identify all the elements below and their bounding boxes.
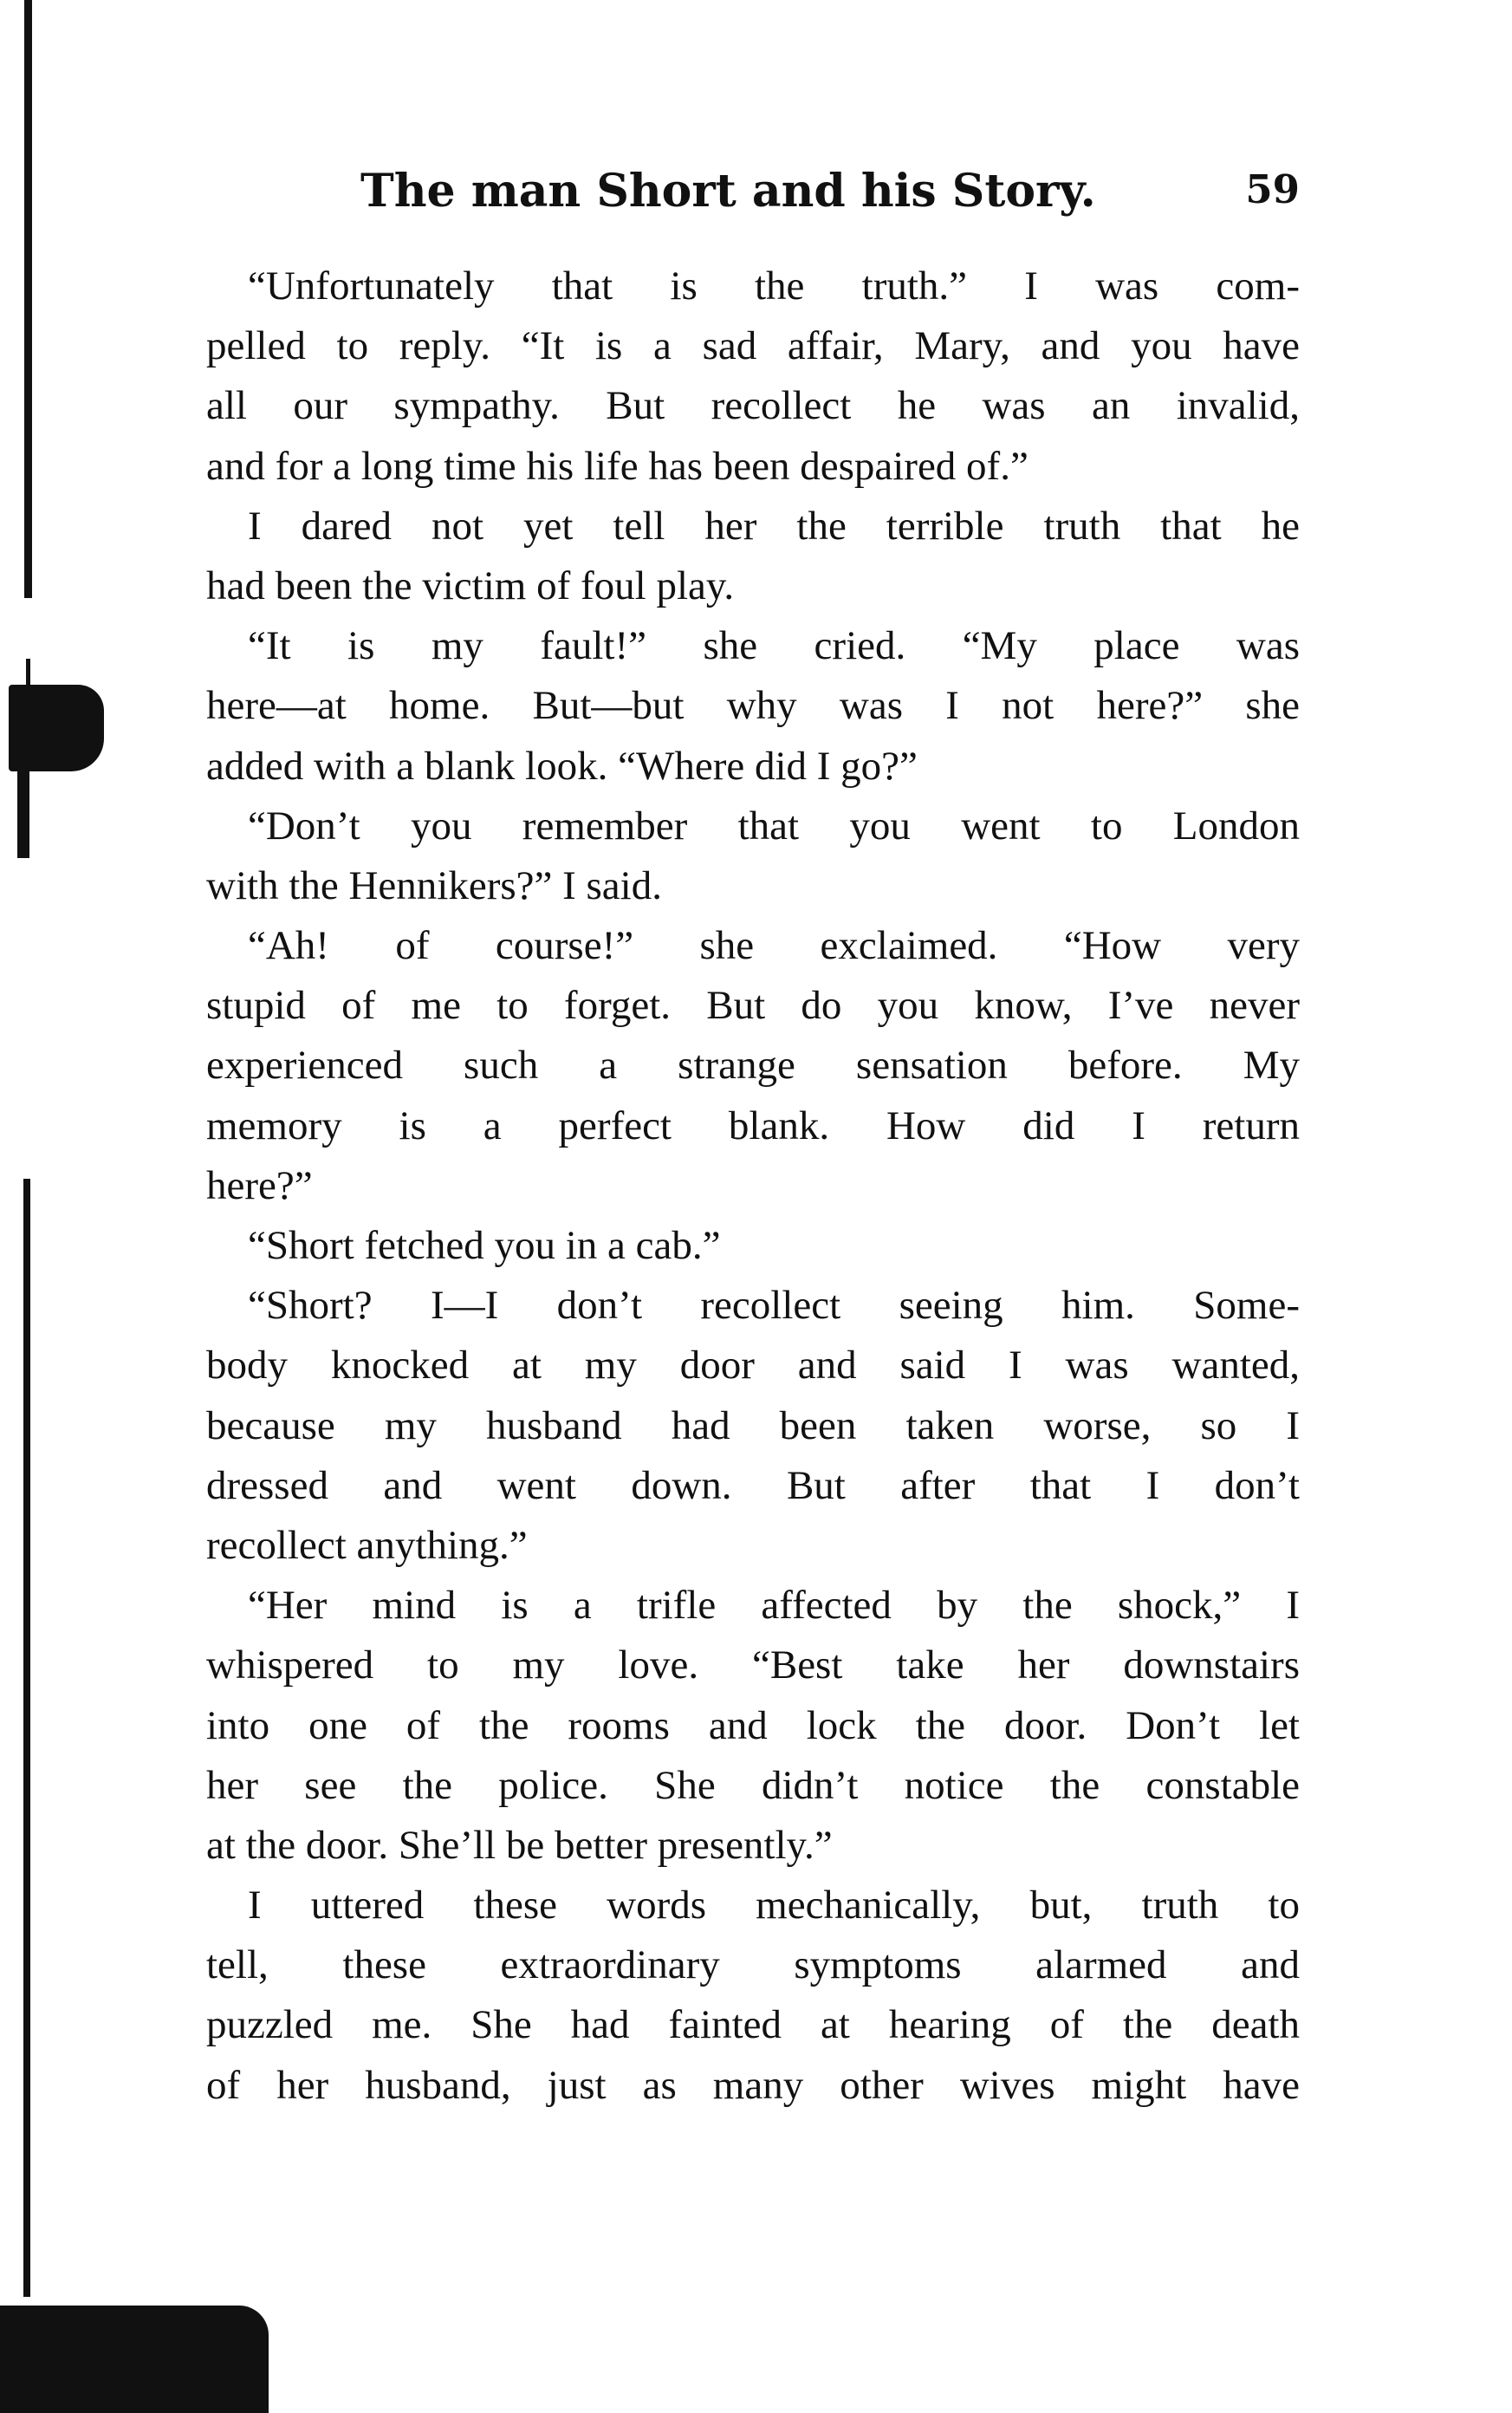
scan-edge-mark [24,0,32,598]
text-line: “Unfortunately that is the truth.” I was com- [248,263,1300,309]
text-line: “Short? I—I don’t recollect seeing him. Some- [248,1283,1300,1329]
text-line: with the Hennikers?” I said. [206,862,662,908]
text-line: “Short fetched you in a cab.” [248,1223,721,1268]
text-line: experienced such a strange sensation before. My [206,1043,1300,1089]
page-number: 59 [1245,166,1300,212]
body-text [206,257,1300,2116]
text-line: her see the police. She didn’t notice the constable [206,1762,1300,1808]
text-line: and for a long time his life has been despaired of.” [206,443,1029,489]
text-line: added with a blank look. “Where did I go?” [206,743,918,789]
running-title: The man Short and his Story. [360,165,1096,218]
text-line: of her husband, just as many other wives might have [206,2062,1300,2108]
scan-edge-blot [9,685,104,771]
text-line: here—at home. But—but why was I not here?” she [206,683,1300,729]
text-line: stupid of me to forget. But do you know, I’ve never [206,983,1300,1029]
text-line: “Ah! of course!” she exclaimed. “How very [248,923,1300,969]
text-line: puzzled me. She had fainted at hearing of the death [206,2002,1300,2048]
text-line: dressed and went down. But after that I don’t [206,1462,1300,1508]
text-line: at the door. She’ll be better presently.” [206,1822,833,1868]
scan-edge-mark [23,1179,30,2297]
page-header [206,158,1300,236]
text-line: had been the victim of foul play. [206,563,735,608]
text-line: I dared not yet tell her the terrible truth that he [248,503,1300,549]
text-line: all our sympathy. But recollect he was an invalid, [206,383,1300,429]
text-line: memory is a perfect blank. How did I return [206,1102,1300,1148]
text-line: “Her mind is a trifle affected by the shock,” I [248,1583,1300,1629]
text-line: here?” [206,1162,313,1208]
text-line: pelled to reply. “It is a sad affair, Mary, and you have [206,323,1300,369]
text-line: “Don’t you remember that you went to London [248,803,1300,849]
text-line: into one of the rooms and lock the door. Don’t let [206,1702,1300,1748]
text-line: body knocked at my door and said I was wanted, [206,1343,1300,1389]
text-line: recollect anything.” [206,1522,528,1568]
text-line: whispered to my love. “Best take her downstairs [206,1642,1300,1688]
text-line: I uttered these words mechanically, but, truth to [248,1883,1300,1928]
scan-edge-mark [17,763,29,858]
text-line: tell, these extraordinary symptoms alarmed and [206,1942,1300,1988]
scan-corner-blot [0,2306,269,2413]
text-line: “It is my fault!” she cried. “My place was [248,623,1300,669]
text-line: because my husband had been taken worse, so I [206,1402,1300,1448]
